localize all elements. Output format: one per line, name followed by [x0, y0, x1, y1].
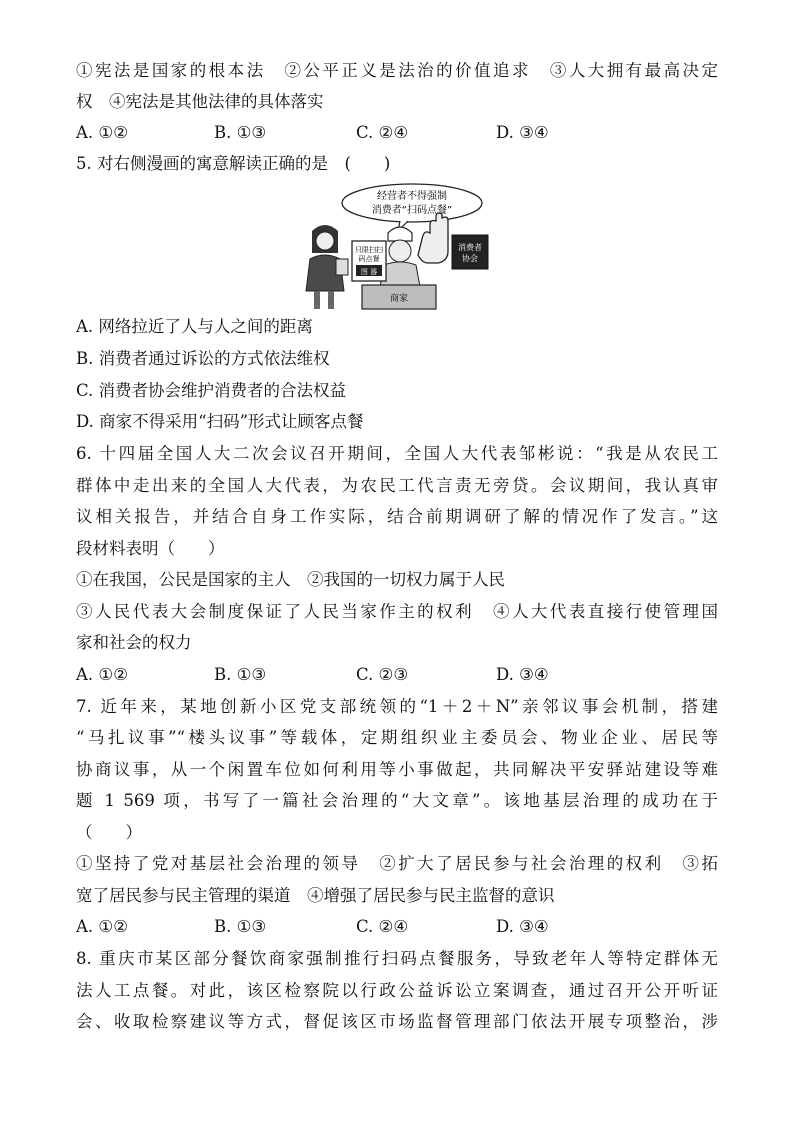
consumer-association-card [452, 235, 488, 269]
sign-text-line-3: 图 器 [360, 268, 378, 276]
q4-option-a[interactable]: A. ①② [76, 123, 128, 142]
q5-option-a[interactable]: A. 网络拉近了人与人之间的距离 [76, 317, 313, 336]
bubble-text-line-2: 消费者“扫码点餐” [371, 205, 453, 216]
q4-option-d[interactable]: D. ③④ [496, 123, 549, 142]
q7-statements-line-2: 宽了居民参与民主管理的渠道 ④增强了居民参与民主监督的意识 [76, 886, 555, 905]
q6-stem-line-2: 群体中走出来的全国人大代表，为农民工代言责无旁贷。会议期间，我认真审 [76, 476, 718, 495]
speech-bubble [342, 184, 482, 222]
q4-option-b[interactable]: B. ①③ [214, 123, 267, 142]
q6-option-c[interactable]: C. ②③ [356, 665, 409, 684]
q4-statements-line-1: ①宪法是国家的根本法 ②公平正义是法治的价值追求 ③人大拥有最高决定 [76, 61, 718, 80]
chef-hat-icon [388, 227, 412, 241]
sign-text-line-1: 只限扫扫 [355, 246, 383, 254]
q8-stem-line-3: 会、收取检察建议等方式，督促该区市场监督管理部门依法开展专项整治，涉 [76, 1012, 718, 1031]
q6-statements-line-1: ①在我国，公民是国家的主人 ②我国的一切权力属于人民 [76, 570, 505, 589]
q6-stem-line-4: 段材料表明（ ） [76, 539, 225, 558]
phone-icon [336, 259, 348, 275]
q6-option-b[interactable]: B. ①③ [214, 665, 267, 684]
q7-option-b[interactable]: B. ①③ [214, 917, 267, 936]
q8-stem-line-1: 8. 重庆市某区部分餐饮商家强制推行扫码点餐服务，导致老年人等特定群体无 [76, 949, 718, 968]
q6-option-d[interactable]: D. ③④ [496, 665, 549, 684]
card-text-line-1: 消费者 [458, 243, 482, 252]
q7-option-c[interactable]: C. ②④ [356, 917, 409, 936]
q8-stem-line-2: 法人工点餐。对此，该区检察院以行政公益诉讼立案调查，通过召开公开听证 [76, 981, 718, 1000]
consumer-cartoon [300, 181, 500, 311]
bubble-text-line-1: 经营者不得强制 [377, 191, 447, 202]
q6-statements-line-3: 家和社会的权力 [76, 633, 192, 652]
q4-option-c[interactable]: C. ②④ [356, 123, 409, 142]
q7-stem-line-5: （ ） [76, 823, 142, 842]
q6-stem-line-1: 6. 十四届全国人大二次会议召开期间，全国人大代表邹彬说：“我是从农民工 [76, 444, 718, 463]
q7-stem-line-4: 题 1 569 项，书写了一篇社会治理的“大文章”。该地基层治理的成功在于 [76, 791, 718, 810]
q7-stem-line-2: “马扎议事”“楼头议事”等载体，定期组织业主委员会、物业企业、居民等 [76, 728, 718, 747]
q7-option-d[interactable]: D. ③④ [496, 917, 549, 936]
counter-label: 商家 [389, 294, 409, 304]
q5-option-b[interactable]: B. 消费者通过诉讼的方式依法维权 [76, 349, 330, 368]
sign-text-line-2: 码点餐 [358, 255, 380, 263]
q6-statements-line-2: ③人民代表大会制度保证了人民当家作主的权利 ④人大代表直接行使管理国 [76, 602, 718, 621]
q5-stem: 5. 对右侧漫画的寓意解读正确的是 ( ) [76, 154, 391, 173]
q7-stem-line-3: 协商议事，从一个闲置车位如何利用等小事做起，共同解决平安驿站建设等难 [76, 760, 718, 779]
card-text-line-2: 协会 [462, 254, 478, 263]
q5-option-c[interactable]: C. 消费者协会维护消费者的合法权益 [76, 381, 347, 400]
q6-option-a[interactable]: A. ①② [76, 665, 128, 684]
q7-stem-line-1: 7. 近年来，某地创新小区党支部统领的“1＋2＋N”亲邻议事会机制，搭建 [76, 697, 718, 716]
q7-statements-line-1: ①坚持了党对基层社会治理的领导 ②扩大了居民参与社会治理的权利 ③拓 [76, 854, 718, 873]
consumer-figure [306, 225, 348, 309]
q6-stem-line-3: 议相关报告，并结合自身工作实际，结合前期调研了解的情况作了发言。”这 [76, 507, 718, 526]
q7-option-a[interactable]: A. ①② [76, 917, 128, 936]
q4-statements-line-2: 权 ④宪法是其他法律的具体落实 [76, 92, 324, 111]
q5-option-d[interactable]: D. 商家不得采用“扫码”形式让顾客点餐 [76, 412, 364, 431]
